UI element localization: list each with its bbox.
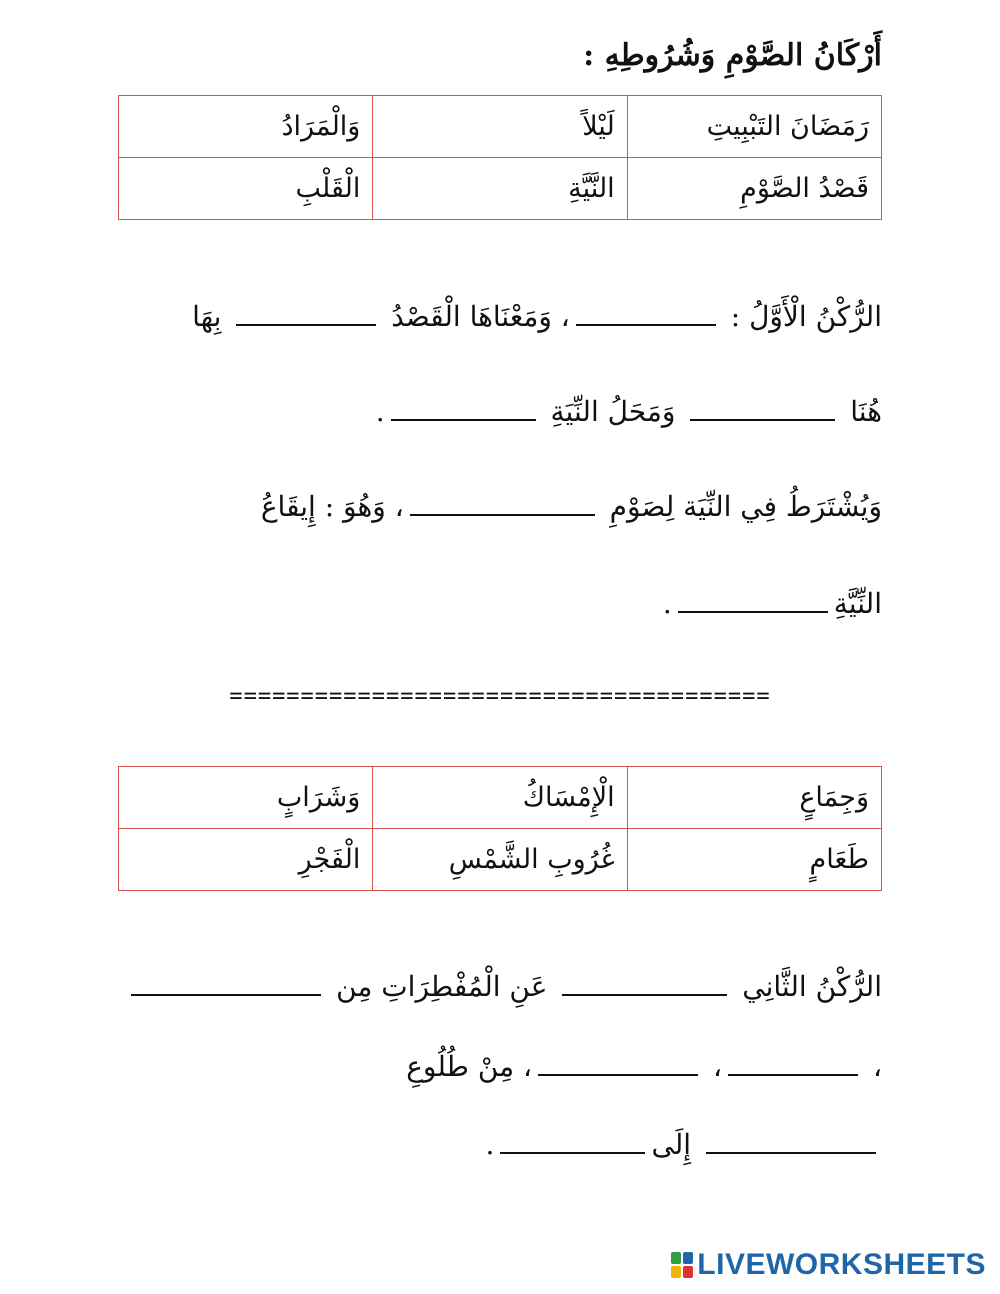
answer-blank[interactable]	[690, 418, 835, 421]
pillar-two-line-2	[406, 1050, 882, 1083]
logo-mark-block	[683, 1252, 693, 1264]
answer-blank[interactable]	[576, 323, 716, 326]
answer-blank[interactable]	[728, 1073, 858, 1076]
brand-name: LIVEWORKSHEETS	[697, 1248, 986, 1281]
pillar-one-line-4	[663, 587, 882, 620]
sentence-text: .	[485, 1128, 495, 1161]
table-row	[119, 96, 882, 158]
sentence-text: هُنَا	[850, 395, 882, 428]
pillar-two-line-3	[486, 1128, 882, 1161]
table-row	[119, 158, 882, 220]
sentence-text: عَنِ الْمُفْطِرَاتِ مِن	[336, 970, 548, 1003]
logo-mark-block	[671, 1266, 681, 1278]
answer-blank[interactable]	[236, 323, 376, 326]
pillar-two-line-1	[125, 970, 882, 1003]
sentence-text: وَيُشْتَرَطُ فِي النِّيَة لِصَوْمِ	[609, 490, 882, 523]
answer-blank[interactable]	[562, 993, 727, 996]
answer-blank[interactable]	[678, 610, 828, 613]
word-bank-cell: النَّيَّةِ	[373, 158, 627, 220]
sentence-text: الرُّكْنُ الثَّانِي	[742, 970, 882, 1003]
sentence-text: ، وَهُوَ : إِيقَاعُ	[260, 490, 404, 523]
pillar-one-line-2	[376, 395, 882, 428]
section-separator: ======================================	[229, 684, 771, 709]
logo-mark-block	[671, 1252, 681, 1264]
answer-blank[interactable]	[500, 1151, 645, 1154]
table-row	[119, 767, 882, 829]
word-bank-cell: الْفَجْرِ	[119, 829, 373, 891]
word-bank-table-2	[118, 766, 882, 891]
logo-mark-block	[683, 1266, 693, 1278]
word-bank-cell: وَالْمَرَادُ	[119, 96, 373, 158]
sentence-text: .	[375, 395, 385, 428]
word-bank-cell: رَمَضَانَ التَبْبِيتِ	[627, 96, 881, 158]
sentence-text: النِّيَّةِ	[833, 587, 882, 620]
word-bank-cell: وَشَرَابٍ	[119, 767, 373, 829]
sentence-text: وَمَحَلُ النِّيَةِ	[550, 395, 676, 428]
answer-blank[interactable]	[538, 1073, 698, 1076]
sentence-text: ، مِنْ طُلُوعِ	[406, 1050, 533, 1083]
sentence-text: الرُّكْنُ الْأَوَّلُ :	[730, 300, 882, 333]
sentence-text: إِلَى	[651, 1128, 692, 1161]
sentence-text: ،	[872, 1050, 882, 1083]
table-row	[119, 829, 882, 891]
liveworksheets-logo-icon	[671, 1252, 693, 1278]
sentence-text: بِهَا	[192, 300, 222, 333]
answer-blank[interactable]	[410, 513, 595, 516]
liveworksheets-logo	[671, 1248, 986, 1282]
sentence-text: ،	[713, 1050, 723, 1083]
word-bank-cell: قَصْدُ الصَّوْمِ	[627, 158, 881, 220]
answer-blank[interactable]	[391, 418, 536, 421]
word-bank-cell: لَيْلاً	[373, 96, 627, 158]
word-bank-cell: الْإِمْسَاكُ	[373, 767, 627, 829]
pillar-one-line-1	[192, 300, 882, 333]
answer-blank[interactable]	[706, 1151, 876, 1154]
sentence-text: .	[662, 587, 672, 620]
answer-blank[interactable]	[131, 993, 321, 996]
sentence-text: ، وَمَعْنَاهَا الْقَصْدُ	[391, 300, 570, 333]
word-bank-cell: غُرُوبِ الشَّمْسِ	[373, 829, 627, 891]
word-bank-table-1	[118, 95, 882, 220]
word-bank-cell: الْقَلْبِ	[119, 158, 373, 220]
word-bank-cell: وَجِمَاعٍ	[627, 767, 881, 829]
word-bank-cell: طَعَامٍ	[627, 829, 881, 891]
pillar-one-line-3	[261, 490, 882, 523]
page-title: أَرْكَانُ الصَّوْمِ وَشُرُوطِهِ :	[583, 38, 882, 73]
